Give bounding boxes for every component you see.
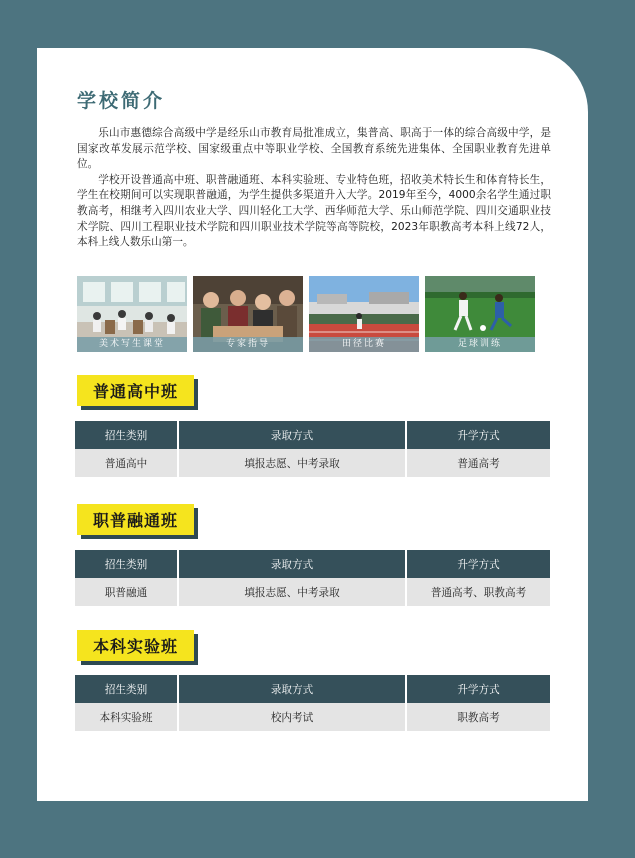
header-advancement: 升学方式 bbox=[406, 675, 550, 703]
header-advancement: 升学方式 bbox=[406, 421, 550, 449]
intro-paragraph-1: 乐山市惠德综合高级中学是经乐山市教育局批准成立，集普高、职高于一体的综合高级中学，是国家改革发展示范学校、国家级重点中等职业学校、全国教育系统先进集体、全国职业教育先进单位。 bbox=[77, 127, 551, 171]
table-regular bbox=[75, 421, 550, 477]
header-category: 招生类别 bbox=[75, 675, 178, 703]
photo-track-meet bbox=[309, 276, 419, 352]
cell-admission: 校内考试 bbox=[178, 703, 406, 731]
cell-advancement: 普通高考、职教高考 bbox=[406, 578, 550, 606]
table-row bbox=[75, 578, 550, 606]
brochure-page bbox=[37, 48, 588, 801]
cell-admission: 填报志愿、中考录取 bbox=[178, 578, 406, 606]
photo-football-training bbox=[425, 276, 535, 352]
table-integrated bbox=[75, 550, 550, 606]
photo-expert-guidance bbox=[193, 276, 303, 352]
header-advancement: 升学方式 bbox=[406, 550, 550, 578]
cell-category: 普通高中 bbox=[75, 449, 178, 477]
photo-caption: 美术写生课堂 bbox=[77, 337, 187, 352]
table-undergrad bbox=[75, 675, 550, 731]
cell-advancement: 普通高考 bbox=[406, 449, 550, 477]
table-header-row bbox=[75, 421, 550, 449]
header-admission: 录取方式 bbox=[178, 421, 406, 449]
table-row bbox=[75, 449, 550, 477]
section-title: 学校简介 bbox=[77, 90, 166, 112]
header-category: 招生类别 bbox=[75, 550, 178, 578]
section-header-undergrad bbox=[77, 630, 194, 661]
table-header-row bbox=[75, 675, 550, 703]
intro-text bbox=[77, 126, 551, 251]
section-title-regular: 普通高中班 bbox=[77, 375, 194, 406]
photo-caption: 专家指导 bbox=[193, 337, 303, 352]
section-title-integrated: 职普融通班 bbox=[77, 504, 194, 535]
section-header-regular bbox=[77, 375, 194, 406]
section-title-undergrad: 本科实验班 bbox=[77, 630, 194, 661]
header-admission: 录取方式 bbox=[178, 675, 406, 703]
cell-admission: 填报志愿、中考录取 bbox=[178, 449, 406, 477]
photo-strip bbox=[77, 276, 537, 352]
photo-caption: 足球训练 bbox=[425, 337, 535, 352]
intro-paragraph-2: 学校开设普通高中班、职普融通班、本科实验班、专业特色班，招收美术特长生和体育特长生，学生在校期间可以实现职普融通，为学生提供多渠道升入大学。2019年至今，4000余名学生通过职教高考，相继考入四川农业大学、四川轻化工大学、西华师范大学、乐山师范学院、四川交通职业技术学院、四川工程职业技术学院和四川职业技术学院等高等院校，2023年职教高考本科上线72人，本科上线人数乐山第一。 bbox=[77, 173, 551, 249]
header-category: 招生类别 bbox=[75, 421, 178, 449]
photo-art-class bbox=[77, 276, 187, 352]
header-admission: 录取方式 bbox=[178, 550, 406, 578]
table-row bbox=[75, 703, 550, 731]
cell-category: 本科实验班 bbox=[75, 703, 178, 731]
photo-caption: 田径比赛 bbox=[309, 337, 419, 352]
table-header-row bbox=[75, 550, 550, 578]
section-header-integrated bbox=[77, 504, 194, 535]
cell-advancement: 职教高考 bbox=[406, 703, 550, 731]
cell-category: 职普融通 bbox=[75, 578, 178, 606]
